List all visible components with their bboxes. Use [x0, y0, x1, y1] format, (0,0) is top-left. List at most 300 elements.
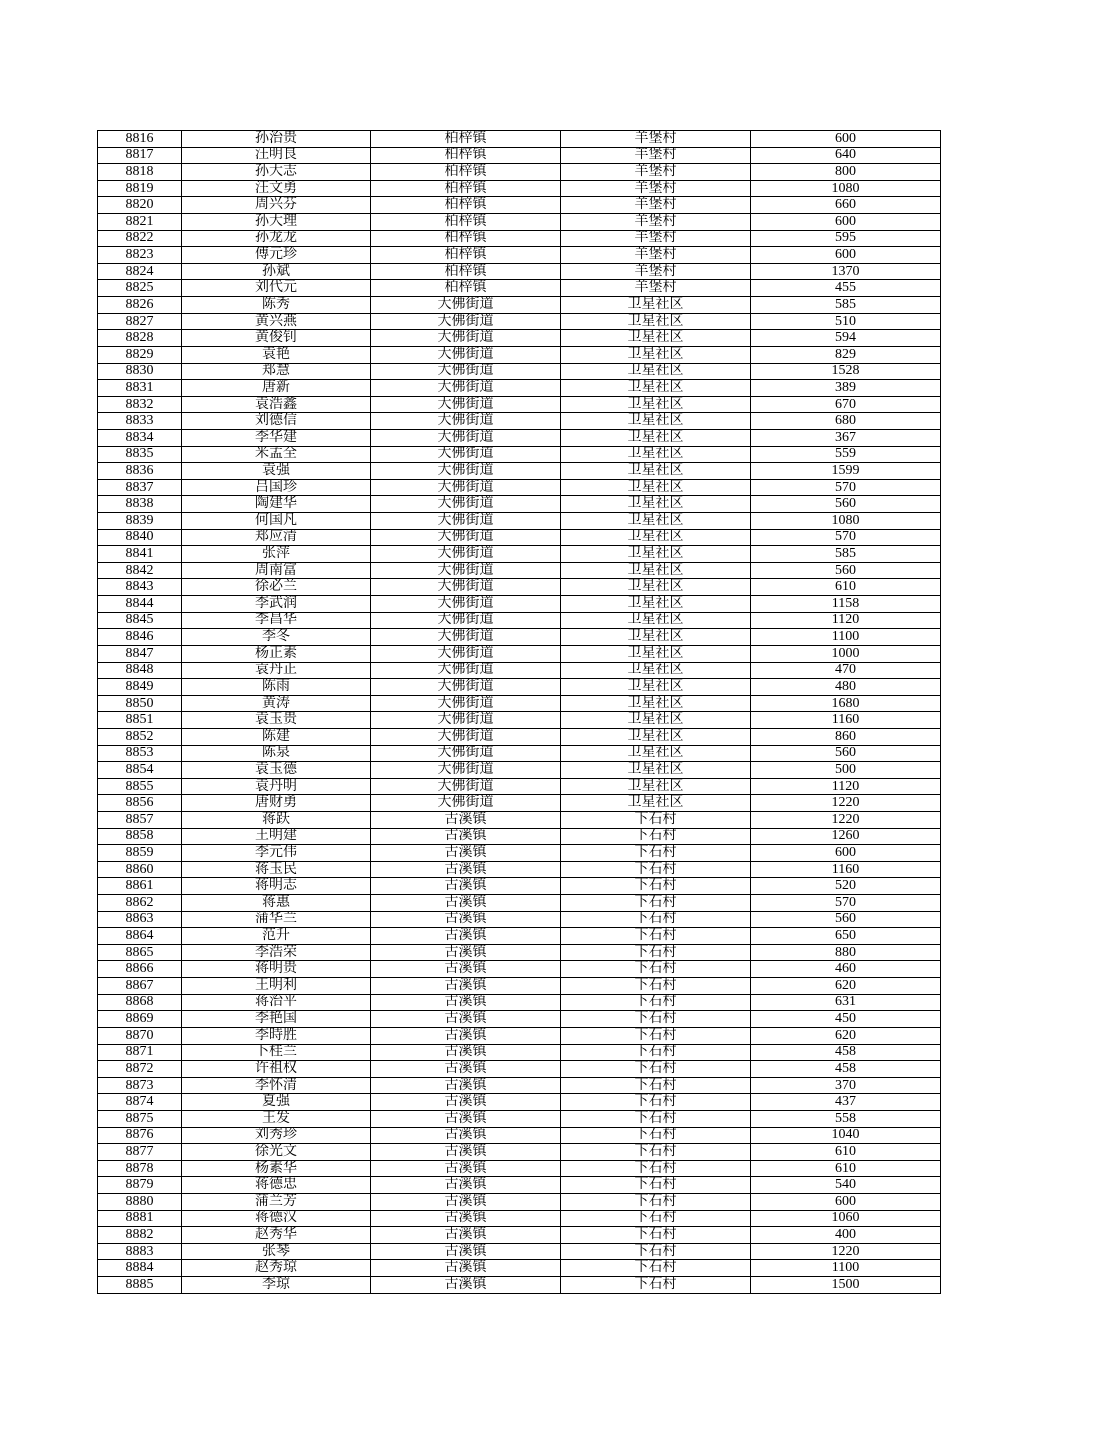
village-cell: 卫星社区 [561, 546, 751, 563]
name-cell: 李艳国 [182, 1011, 371, 1028]
amount-cell: 1220 [751, 811, 941, 828]
town-cell: 古溪镇 [371, 928, 561, 945]
table-row [98, 861, 941, 878]
village-cell: 下石村 [561, 1144, 751, 1161]
table-row [98, 845, 941, 862]
amount-cell: 559 [751, 446, 941, 463]
village-cell: 下石村 [561, 944, 751, 961]
village-cell: 下石村 [561, 1027, 751, 1044]
name-cell: 孙大志 [182, 164, 371, 181]
village-cell: 下石村 [561, 878, 751, 895]
amount-cell: 1080 [751, 180, 941, 197]
village-cell: 下石村 [561, 1210, 751, 1227]
village-cell: 卫星社区 [561, 745, 751, 762]
name-cell: 袁浩鑫 [182, 396, 371, 413]
village-cell: 卫星社区 [561, 513, 751, 530]
amount-cell: 1500 [751, 1277, 941, 1294]
town-cell: 大佛街道 [371, 612, 561, 629]
town-cell: 古溪镇 [371, 1127, 561, 1144]
town-cell: 古溪镇 [371, 911, 561, 928]
name-cell: 蒋明志 [182, 878, 371, 895]
village-cell: 卫星社区 [561, 330, 751, 347]
name-cell: 黄涛 [182, 695, 371, 712]
row-number-cell: 8864 [98, 928, 182, 945]
village-cell: 卫星社区 [561, 446, 751, 463]
village-cell: 下石村 [561, 1260, 751, 1277]
name-cell: 李時胜 [182, 1027, 371, 1044]
table-row [98, 380, 941, 397]
amount-cell: 1100 [751, 1260, 941, 1277]
row-number-cell: 8829 [98, 346, 182, 363]
row-number-cell: 8855 [98, 778, 182, 795]
row-number-cell: 8842 [98, 562, 182, 579]
village-cell: 卫星社区 [561, 695, 751, 712]
table-row [98, 1061, 941, 1078]
amount-cell: 600 [751, 131, 941, 148]
amount-cell: 640 [751, 147, 941, 164]
village-cell: 羊堡村 [561, 164, 751, 181]
town-cell: 大佛街道 [371, 496, 561, 513]
town-cell: 大佛街道 [371, 429, 561, 446]
row-number-cell: 8844 [98, 596, 182, 613]
village-cell: 下石村 [561, 1160, 751, 1177]
row-number-cell: 8849 [98, 679, 182, 696]
name-cell: 王明利 [182, 978, 371, 995]
table-row [98, 164, 941, 181]
amount-cell: 1158 [751, 596, 941, 613]
village-cell: 卫星社区 [561, 396, 751, 413]
table-row [98, 1243, 941, 1260]
row-number-cell: 8851 [98, 712, 182, 729]
town-cell: 古溪镇 [371, 1160, 561, 1177]
name-cell: 孙大理 [182, 214, 371, 231]
amount-cell: 370 [751, 1077, 941, 1094]
amount-cell: 1220 [751, 1243, 941, 1260]
row-number-cell: 8870 [98, 1027, 182, 1044]
row-number-cell: 8856 [98, 795, 182, 812]
amount-cell: 520 [751, 878, 941, 895]
row-number-cell: 8878 [98, 1160, 182, 1177]
amount-cell: 670 [751, 396, 941, 413]
name-cell: 范升 [182, 928, 371, 945]
amount-cell: 1528 [751, 363, 941, 380]
amount-cell: 470 [751, 662, 941, 679]
amount-cell: 1220 [751, 795, 941, 812]
row-number-cell: 8871 [98, 1044, 182, 1061]
village-cell: 下石村 [561, 1243, 751, 1260]
name-cell: 唐财勇 [182, 795, 371, 812]
table-row [98, 1194, 941, 1211]
table-row [98, 596, 941, 613]
name-cell: 周兴芬 [182, 197, 371, 214]
village-cell: 卫星社区 [561, 762, 751, 779]
name-cell: 米孟全 [182, 446, 371, 463]
name-cell: 蒋玉民 [182, 861, 371, 878]
name-cell: 陈雨 [182, 679, 371, 696]
amount-cell: 610 [751, 579, 941, 596]
name-cell: 蒋跃 [182, 811, 371, 828]
name-cell: 赵秀琼 [182, 1260, 371, 1277]
village-cell: 下石村 [561, 1061, 751, 1078]
table-row [98, 562, 941, 579]
town-cell: 古溪镇 [371, 1194, 561, 1211]
name-cell: 李浩荣 [182, 944, 371, 961]
name-cell: 陈建 [182, 728, 371, 745]
town-cell: 大佛街道 [371, 346, 561, 363]
row-number-cell: 8835 [98, 446, 182, 463]
amount-cell: 631 [751, 994, 941, 1011]
town-cell: 大佛街道 [371, 662, 561, 679]
name-cell: 刘德信 [182, 413, 371, 430]
village-cell: 下石村 [561, 911, 751, 928]
table-row [98, 978, 941, 995]
village-cell: 卫星社区 [561, 596, 751, 613]
village-cell: 卫星社区 [561, 529, 751, 546]
table-row [98, 944, 941, 961]
table-row [98, 911, 941, 928]
name-cell: 王发 [182, 1110, 371, 1127]
town-cell: 大佛街道 [371, 679, 561, 696]
town-cell: 古溪镇 [371, 944, 561, 961]
village-cell: 卫星社区 [561, 562, 751, 579]
town-cell: 大佛街道 [371, 396, 561, 413]
town-cell: 古溪镇 [371, 1094, 561, 1111]
row-number-cell: 8823 [98, 247, 182, 264]
village-cell: 卫星社区 [561, 778, 751, 795]
amount-cell: 829 [751, 346, 941, 363]
amount-cell: 455 [751, 280, 941, 297]
name-cell: 徐必兰 [182, 579, 371, 596]
row-number-cell: 8858 [98, 828, 182, 845]
row-number-cell: 8838 [98, 496, 182, 513]
table-row [98, 878, 941, 895]
name-cell: 蒋德忠 [182, 1177, 371, 1194]
table-row [98, 479, 941, 496]
name-cell: 孙治贵 [182, 131, 371, 148]
village-cell: 卫星社区 [561, 645, 751, 662]
town-cell: 大佛街道 [371, 645, 561, 662]
amount-cell: 620 [751, 1027, 941, 1044]
amount-cell: 650 [751, 928, 941, 945]
amount-cell: 400 [751, 1227, 941, 1244]
village-cell: 羊堡村 [561, 180, 751, 197]
row-number-cell: 8832 [98, 396, 182, 413]
table-row [98, 463, 941, 480]
town-cell: 大佛街道 [371, 629, 561, 646]
row-number-cell: 8863 [98, 911, 182, 928]
town-cell: 大佛街道 [371, 297, 561, 314]
table-row [98, 745, 941, 762]
table-row [98, 180, 941, 197]
name-cell: 李怀清 [182, 1077, 371, 1094]
amount-cell: 570 [751, 529, 941, 546]
name-cell: 袁丹明 [182, 778, 371, 795]
amount-cell: 560 [751, 496, 941, 513]
village-cell: 下石村 [561, 811, 751, 828]
town-cell: 大佛街道 [371, 745, 561, 762]
table-row [98, 645, 941, 662]
town-cell: 柏梓镇 [371, 197, 561, 214]
village-cell: 下石村 [561, 845, 751, 862]
name-cell: 刘秀珍 [182, 1127, 371, 1144]
village-cell: 卫星社区 [561, 496, 751, 513]
table-row [98, 994, 941, 1011]
village-cell: 下石村 [561, 961, 751, 978]
row-number-cell: 8822 [98, 230, 182, 247]
amount-cell: 800 [751, 164, 941, 181]
row-number-cell: 8881 [98, 1210, 182, 1227]
village-cell: 下石村 [561, 1194, 751, 1211]
row-number-cell: 8884 [98, 1260, 182, 1277]
town-cell: 大佛街道 [371, 562, 561, 579]
name-cell: 李元伟 [182, 845, 371, 862]
name-cell: 吕国珍 [182, 479, 371, 496]
row-number-cell: 8817 [98, 147, 182, 164]
town-cell: 古溪镇 [371, 878, 561, 895]
amount-cell: 1260 [751, 828, 941, 845]
row-number-cell: 8860 [98, 861, 182, 878]
name-cell: 李冬 [182, 629, 371, 646]
table-row [98, 828, 941, 845]
name-cell: 张萍 [182, 546, 371, 563]
name-cell: 许祖权 [182, 1061, 371, 1078]
town-cell: 大佛街道 [371, 728, 561, 745]
town-cell: 古溪镇 [371, 1210, 561, 1227]
table-row [98, 1227, 941, 1244]
town-cell: 古溪镇 [371, 845, 561, 862]
town-cell: 古溪镇 [371, 811, 561, 828]
table-row [98, 131, 941, 148]
town-cell: 大佛街道 [371, 330, 561, 347]
name-cell: 李琼 [182, 1277, 371, 1294]
table-row [98, 1027, 941, 1044]
name-cell: 杨素华 [182, 1160, 371, 1177]
amount-cell: 600 [751, 845, 941, 862]
village-cell: 羊堡村 [561, 263, 751, 280]
town-cell: 大佛街道 [371, 529, 561, 546]
row-number-cell: 8882 [98, 1227, 182, 1244]
village-cell: 羊堡村 [561, 230, 751, 247]
data-table [97, 130, 941, 1294]
name-cell: 蒲华兰 [182, 911, 371, 928]
row-number-cell: 8876 [98, 1127, 182, 1144]
town-cell: 古溪镇 [371, 1277, 561, 1294]
name-cell: 孙斌 [182, 263, 371, 280]
village-cell: 卫星社区 [561, 579, 751, 596]
table-row [98, 712, 941, 729]
village-cell: 下石村 [561, 978, 751, 995]
name-cell: 刘代元 [182, 280, 371, 297]
table-row [98, 1094, 941, 1111]
name-cell: 蒋德汉 [182, 1210, 371, 1227]
table-row [98, 662, 941, 679]
table-row [98, 513, 941, 530]
village-cell: 下石村 [561, 1077, 751, 1094]
row-number-cell: 8825 [98, 280, 182, 297]
table-row [98, 280, 941, 297]
amount-cell: 620 [751, 978, 941, 995]
town-cell: 古溪镇 [371, 895, 561, 912]
village-cell: 下石村 [561, 1177, 751, 1194]
name-cell: 李武润 [182, 596, 371, 613]
town-cell: 大佛街道 [371, 413, 561, 430]
name-cell: 蒋治平 [182, 994, 371, 1011]
table-body [98, 131, 941, 1294]
row-number-cell: 8824 [98, 263, 182, 280]
amount-cell: 570 [751, 895, 941, 912]
amount-cell: 1040 [751, 1127, 941, 1144]
town-cell: 大佛街道 [371, 795, 561, 812]
village-cell: 卫星社区 [561, 712, 751, 729]
village-cell: 卫星社区 [561, 612, 751, 629]
village-cell: 卫星社区 [561, 346, 751, 363]
table-row [98, 762, 941, 779]
amount-cell: 1120 [751, 778, 941, 795]
amount-cell: 680 [751, 413, 941, 430]
name-cell: 袁强 [182, 463, 371, 480]
table-row [98, 247, 941, 264]
town-cell: 古溪镇 [371, 978, 561, 995]
village-cell: 下石村 [561, 828, 751, 845]
name-cell: 周南富 [182, 562, 371, 579]
amount-cell: 458 [751, 1044, 941, 1061]
town-cell: 大佛街道 [371, 712, 561, 729]
amount-cell: 540 [751, 1177, 941, 1194]
village-cell: 羊堡村 [561, 247, 751, 264]
name-cell: 汪文勇 [182, 180, 371, 197]
town-cell: 大佛街道 [371, 479, 561, 496]
table-row [98, 1260, 941, 1277]
table-row [98, 1277, 941, 1294]
table-row [98, 629, 941, 646]
village-cell: 卫星社区 [561, 463, 751, 480]
town-cell: 大佛街道 [371, 363, 561, 380]
row-number-cell: 8854 [98, 762, 182, 779]
village-cell: 下石村 [561, 895, 751, 912]
name-cell: 王明建 [182, 828, 371, 845]
table-row [98, 446, 941, 463]
row-number-cell: 8847 [98, 645, 182, 662]
name-cell: 汪明良 [182, 147, 371, 164]
town-cell: 柏梓镇 [371, 147, 561, 164]
name-cell: 袁丹正 [182, 662, 371, 679]
village-cell: 下石村 [561, 1127, 751, 1144]
amount-cell: 660 [751, 197, 941, 214]
table-row [98, 695, 941, 712]
table-row [98, 346, 941, 363]
row-number-cell: 8879 [98, 1177, 182, 1194]
town-cell: 古溪镇 [371, 861, 561, 878]
town-cell: 大佛街道 [371, 596, 561, 613]
row-number-cell: 8831 [98, 380, 182, 397]
town-cell: 柏梓镇 [371, 263, 561, 280]
amount-cell: 1370 [751, 263, 941, 280]
town-cell: 大佛街道 [371, 762, 561, 779]
amount-cell: 585 [751, 546, 941, 563]
row-number-cell: 8852 [98, 728, 182, 745]
row-number-cell: 8883 [98, 1243, 182, 1260]
village-cell: 卫星社区 [561, 313, 751, 330]
row-number-cell: 8828 [98, 330, 182, 347]
table-row [98, 230, 941, 247]
row-number-cell: 8819 [98, 180, 182, 197]
name-cell: 卜桂兰 [182, 1044, 371, 1061]
table-row [98, 928, 941, 945]
amount-cell: 600 [751, 214, 941, 231]
row-number-cell: 8861 [98, 878, 182, 895]
table-row [98, 795, 941, 812]
amount-cell: 1100 [751, 629, 941, 646]
town-cell: 柏梓镇 [371, 214, 561, 231]
row-number-cell: 8875 [98, 1110, 182, 1127]
amount-cell: 610 [751, 1160, 941, 1177]
amount-cell: 560 [751, 745, 941, 762]
table-row [98, 297, 941, 314]
village-cell: 羊堡村 [561, 131, 751, 148]
name-cell: 徐光文 [182, 1144, 371, 1161]
table-row [98, 396, 941, 413]
table-row [98, 895, 941, 912]
row-number-cell: 8839 [98, 513, 182, 530]
row-number-cell: 8837 [98, 479, 182, 496]
name-cell: 唐新 [182, 380, 371, 397]
amount-cell: 389 [751, 380, 941, 397]
village-cell: 羊堡村 [561, 197, 751, 214]
town-cell: 大佛街道 [371, 778, 561, 795]
amount-cell: 610 [751, 1144, 941, 1161]
town-cell: 大佛街道 [371, 380, 561, 397]
village-cell: 下石村 [561, 1094, 751, 1111]
name-cell: 孙龙龙 [182, 230, 371, 247]
amount-cell: 500 [751, 762, 941, 779]
amount-cell: 594 [751, 330, 941, 347]
town-cell: 大佛街道 [371, 513, 561, 530]
row-number-cell: 8877 [98, 1144, 182, 1161]
name-cell: 杨正素 [182, 645, 371, 662]
town-cell: 大佛街道 [371, 695, 561, 712]
table-row [98, 546, 941, 563]
village-cell: 下石村 [561, 1110, 751, 1127]
name-cell: 张琴 [182, 1243, 371, 1260]
village-cell: 卫星社区 [561, 795, 751, 812]
amount-cell: 600 [751, 1194, 941, 1211]
table-row [98, 363, 941, 380]
name-cell: 蒋明贵 [182, 961, 371, 978]
row-number-cell: 8859 [98, 845, 182, 862]
name-cell: 陶建华 [182, 496, 371, 513]
row-number-cell: 8845 [98, 612, 182, 629]
town-cell: 大佛街道 [371, 546, 561, 563]
row-number-cell: 8827 [98, 313, 182, 330]
table-row [98, 811, 941, 828]
table-row [98, 330, 941, 347]
village-cell: 羊堡村 [561, 214, 751, 231]
table-row [98, 1177, 941, 1194]
row-number-cell: 8862 [98, 895, 182, 912]
row-number-cell: 8885 [98, 1277, 182, 1294]
village-cell: 卫星社区 [561, 363, 751, 380]
amount-cell: 367 [751, 429, 941, 446]
amount-cell: 450 [751, 1011, 941, 1028]
town-cell: 古溪镇 [371, 1044, 561, 1061]
town-cell: 大佛街道 [371, 446, 561, 463]
town-cell: 古溪镇 [371, 1061, 561, 1078]
name-cell: 黄俊钊 [182, 330, 371, 347]
row-number-cell: 8850 [98, 695, 182, 712]
row-number-cell: 8820 [98, 197, 182, 214]
village-cell: 卫星社区 [561, 479, 751, 496]
town-cell: 古溪镇 [371, 961, 561, 978]
